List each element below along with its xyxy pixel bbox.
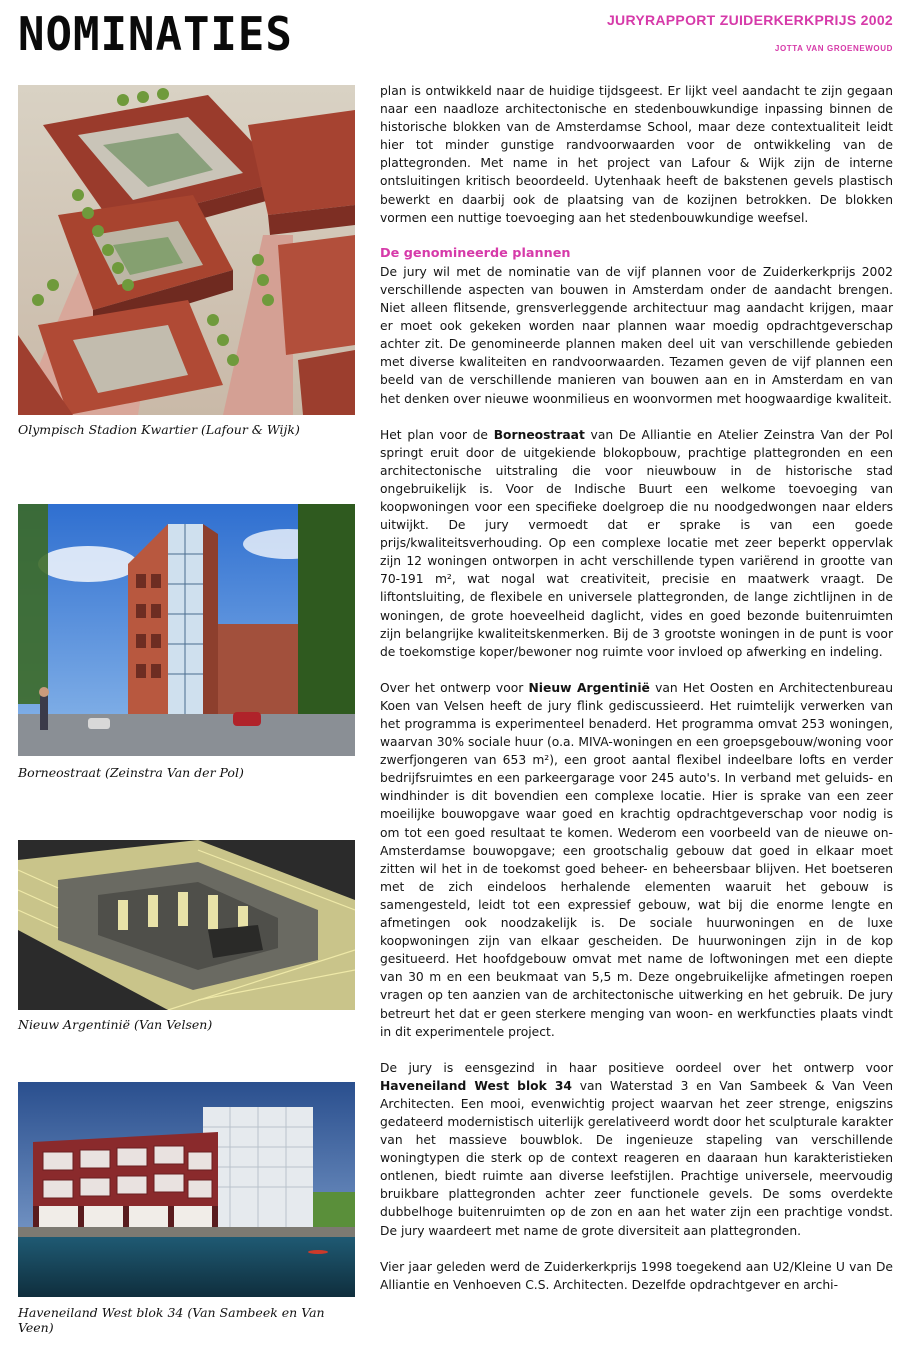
- article-paragraph: De jury wil met de nominatie van de vijf plannen voor de Zuiderkerkprijs 2002 verschillende aspecten van bouwen in Amsterdam onder de aandacht brengen. Niet alleen flitsende, grensverleggende architectuur mag aandacht krijgen, maar er moet ook gekeken worden naar plannen waar moedig opdrachtgeverschap achter zit. De genomineerde plannen maken deel uit van verschillende gebieden met diverse kwaliteiten en randvoorwaarden. Tezamen geven de vijf plannen een beeld van de verschillende manieren van bouwen aan en in Amsterdam en van het denken over nieuwe woonmilieus en woonvormen met hoogwaardige kwaliteit.: [380, 264, 893, 406]
- article-paragraph: Vier jaar geleden werd de Zuiderkerkprijs 1998 toegekend aan U2/Kleine U van De Alliantie en Venhoeven C.S. Architecten. Dezelfde opdrachtgever en archi-: [380, 1259, 893, 1292]
- article-paragraph: Het plan voor de Borneostraat van De Alliantie en Atelier Zeinstra Van der Pol springt eruit door de uitgekiende blokopbouw, prachtige plattegronden en een architectonische uitstraling die voor nieuwbouw in de historische stad ongebruikelijk is. Voor de Indische Buurt een welkome toevoeging van koopwoningen voor een specifieke doelgroep die nu noodgedwongen naar elders uitwijkt. De jury vermoedt dat er sprake is van een goede prijs/kwaliteitsverhouding. Op een complexe locatie met zeer beperkt oppervlak zijn 12 woningen ontworpen in acht verschillende typen variërend in grootte van 70-191 m², wat nogal wat creativiteit, precisie en maatwerk vraagt. De liftontsluiting, de flexibele en universele plattegronden, de lange zichtlijnen in de woningen, de grote hoeveelheid daglicht, vides en goed bezonde buitenruimten zijn belangrijke kwaliteitskenmerken. Bij de 3 grootste woningen in de punt is voor de toekomstige koper/bewoner nog ruimte voor invloed op afwerking en indeling.: [380, 427, 893, 659]
- figure-caption: Haveneiland West blok 34 (Van Sambeek en Van Veen): [18, 1305, 325, 1335]
- figure-nieuw-argentinie: [18, 840, 355, 1010]
- figure-borneostraat: [18, 504, 355, 756]
- report-title: JURYRAPPORT ZUIDERKERKPRIJS 2002: [606, 12, 893, 28]
- model-photo: [18, 85, 355, 415]
- article-paragraph: Over het ontwerp voor Nieuw Argentinië van Het Oosten en Architectenbureau Koen van Velsen heeft de jury flink gediscussieerd. Het ruimtelijk verwerken van het programma is experimenteel benaderd. Het programma omvat 253 woningen, waarvan 30% sociale huur (o.a. MIVA-woningen en een groepsgebouw/woning voor zwerfjongeren van 653 m²), een groot aantal flexibel indeelbare lofts en verder bedrijfsruimtes en een parkeergarage voor 245 auto's. In verband met geluids- en windhinder is dit bovendien een complexe locatie. Hier is sprake van een zeer moeilijke bouwopgave waar goed en krachtig opdrachtgeverschap voor nodig is om tot een goed resultaat te komen. Wederom een voorbeeld van de nieuwe on-Amsterdamse bouwopgave; een grootschalig gebouw dat goed in elkaar moet zitten wil het in de toekomst goed beheer- en beheersbaar blijven. Het boetseren met de zich eindeloos herhalende elementen waaruit het gebouw is samengesteld, leidt tot een expressief gebouw, wat bij die enorme lengte en afmetingen ook noodzakelijk is. De sociale huurwoningen en de luxe koopwoningen zijn van elkaar gescheiden. De huurwoningen zijn in de kop gesitueerd. Het hoofdgebouw omvat met name de loftwoningen met een diepte van 30 m en een beukmaat van 5,5 m. Deze ongebruikelijke afmetingen roepen vragen op ten aanzien van de architectonische uitwerking en het gebruik. De jury betreurt het dat er geen sterkere menging van woon- en werkfuncties plaats vindt in dit experimentele project.: [380, 680, 893, 1039]
- building-photo: [18, 504, 355, 756]
- project-name: Nieuw Argentinië: [528, 680, 650, 695]
- figure-olympisch-stadion: [18, 85, 355, 415]
- article-paragraph: plan is ontwikkeld naar de huidige tijdsgeest. Er lijkt veel aandacht te zijn gegaan naar een naadloze architectonische en stedenbouwkundige inpassing binnen de historische blokken van de Amsterdamse School, maar deze contextualiteit leidt hier tot minder gunstige randvoorwaarden voor de ontwikkeling van de plattegronden. Met name in het project van Lafour & Wijk zijn de interne ontsluitingen kritisch beoordeeld. Uytenhaak heeft de bakstenen gevels plastisch bewerkt en daarbij ook de plaatsing van de kozijnen betrokken. De blokken vormen een nuttige toevoeging aan het stedenbouwkundige weefsel.: [380, 84, 893, 225]
- building-rendering: [18, 1082, 355, 1297]
- article-body: [380, 82, 893, 1294]
- project-name: Borneostraat: [493, 427, 585, 442]
- figure-caption: Nieuw Argentinië (Van Velsen): [18, 1017, 213, 1032]
- page-title: NOMINATIES: [18, 8, 293, 62]
- section-heading: De genomineerde plannen: [380, 245, 571, 261]
- project-name: Haveneiland West blok 34: [380, 1078, 572, 1093]
- article-paragraph: De jury is eensgezind in haar positieve oordeel over het ontwerp voor Haveneiland West blok 34 van Waterstad 3 en Van Sambeek & Van Veen Architecten. Een mooi, evenwichtig project waarvan het zeer strenge, enigszins gedateerd modernistisch uiterlijk gerelativeerd wordt door het sculpturale karakter van het massieve bouwblok. De ingenieuze stapeling van verschillende woningtypen die sterk op de context reageren en daaraan hun karakteristieken ontlenen, biedt ruimte aan diverse leefstijlen. Prachtige universele, meervoudig bruikbare plattegronden achter zeer functionele gevels. De soms overdekte dubbelhoge buitenruimten op de zon en aan het water zijn een prachtige vondst. De jury waardeert met name de grote diversiteit aan plattegronden.: [380, 1060, 894, 1238]
- building-rendering: [18, 840, 355, 1010]
- author-name: JOTTA VAN GROENEWOUD: [774, 44, 893, 53]
- figure-caption: Olympisch Stadion Kwartier (Lafour & Wijk): [18, 422, 300, 437]
- figure-haveneiland: [18, 1082, 355, 1297]
- figure-caption: Borneostraat (Zeinstra Van der Pol): [18, 765, 244, 780]
